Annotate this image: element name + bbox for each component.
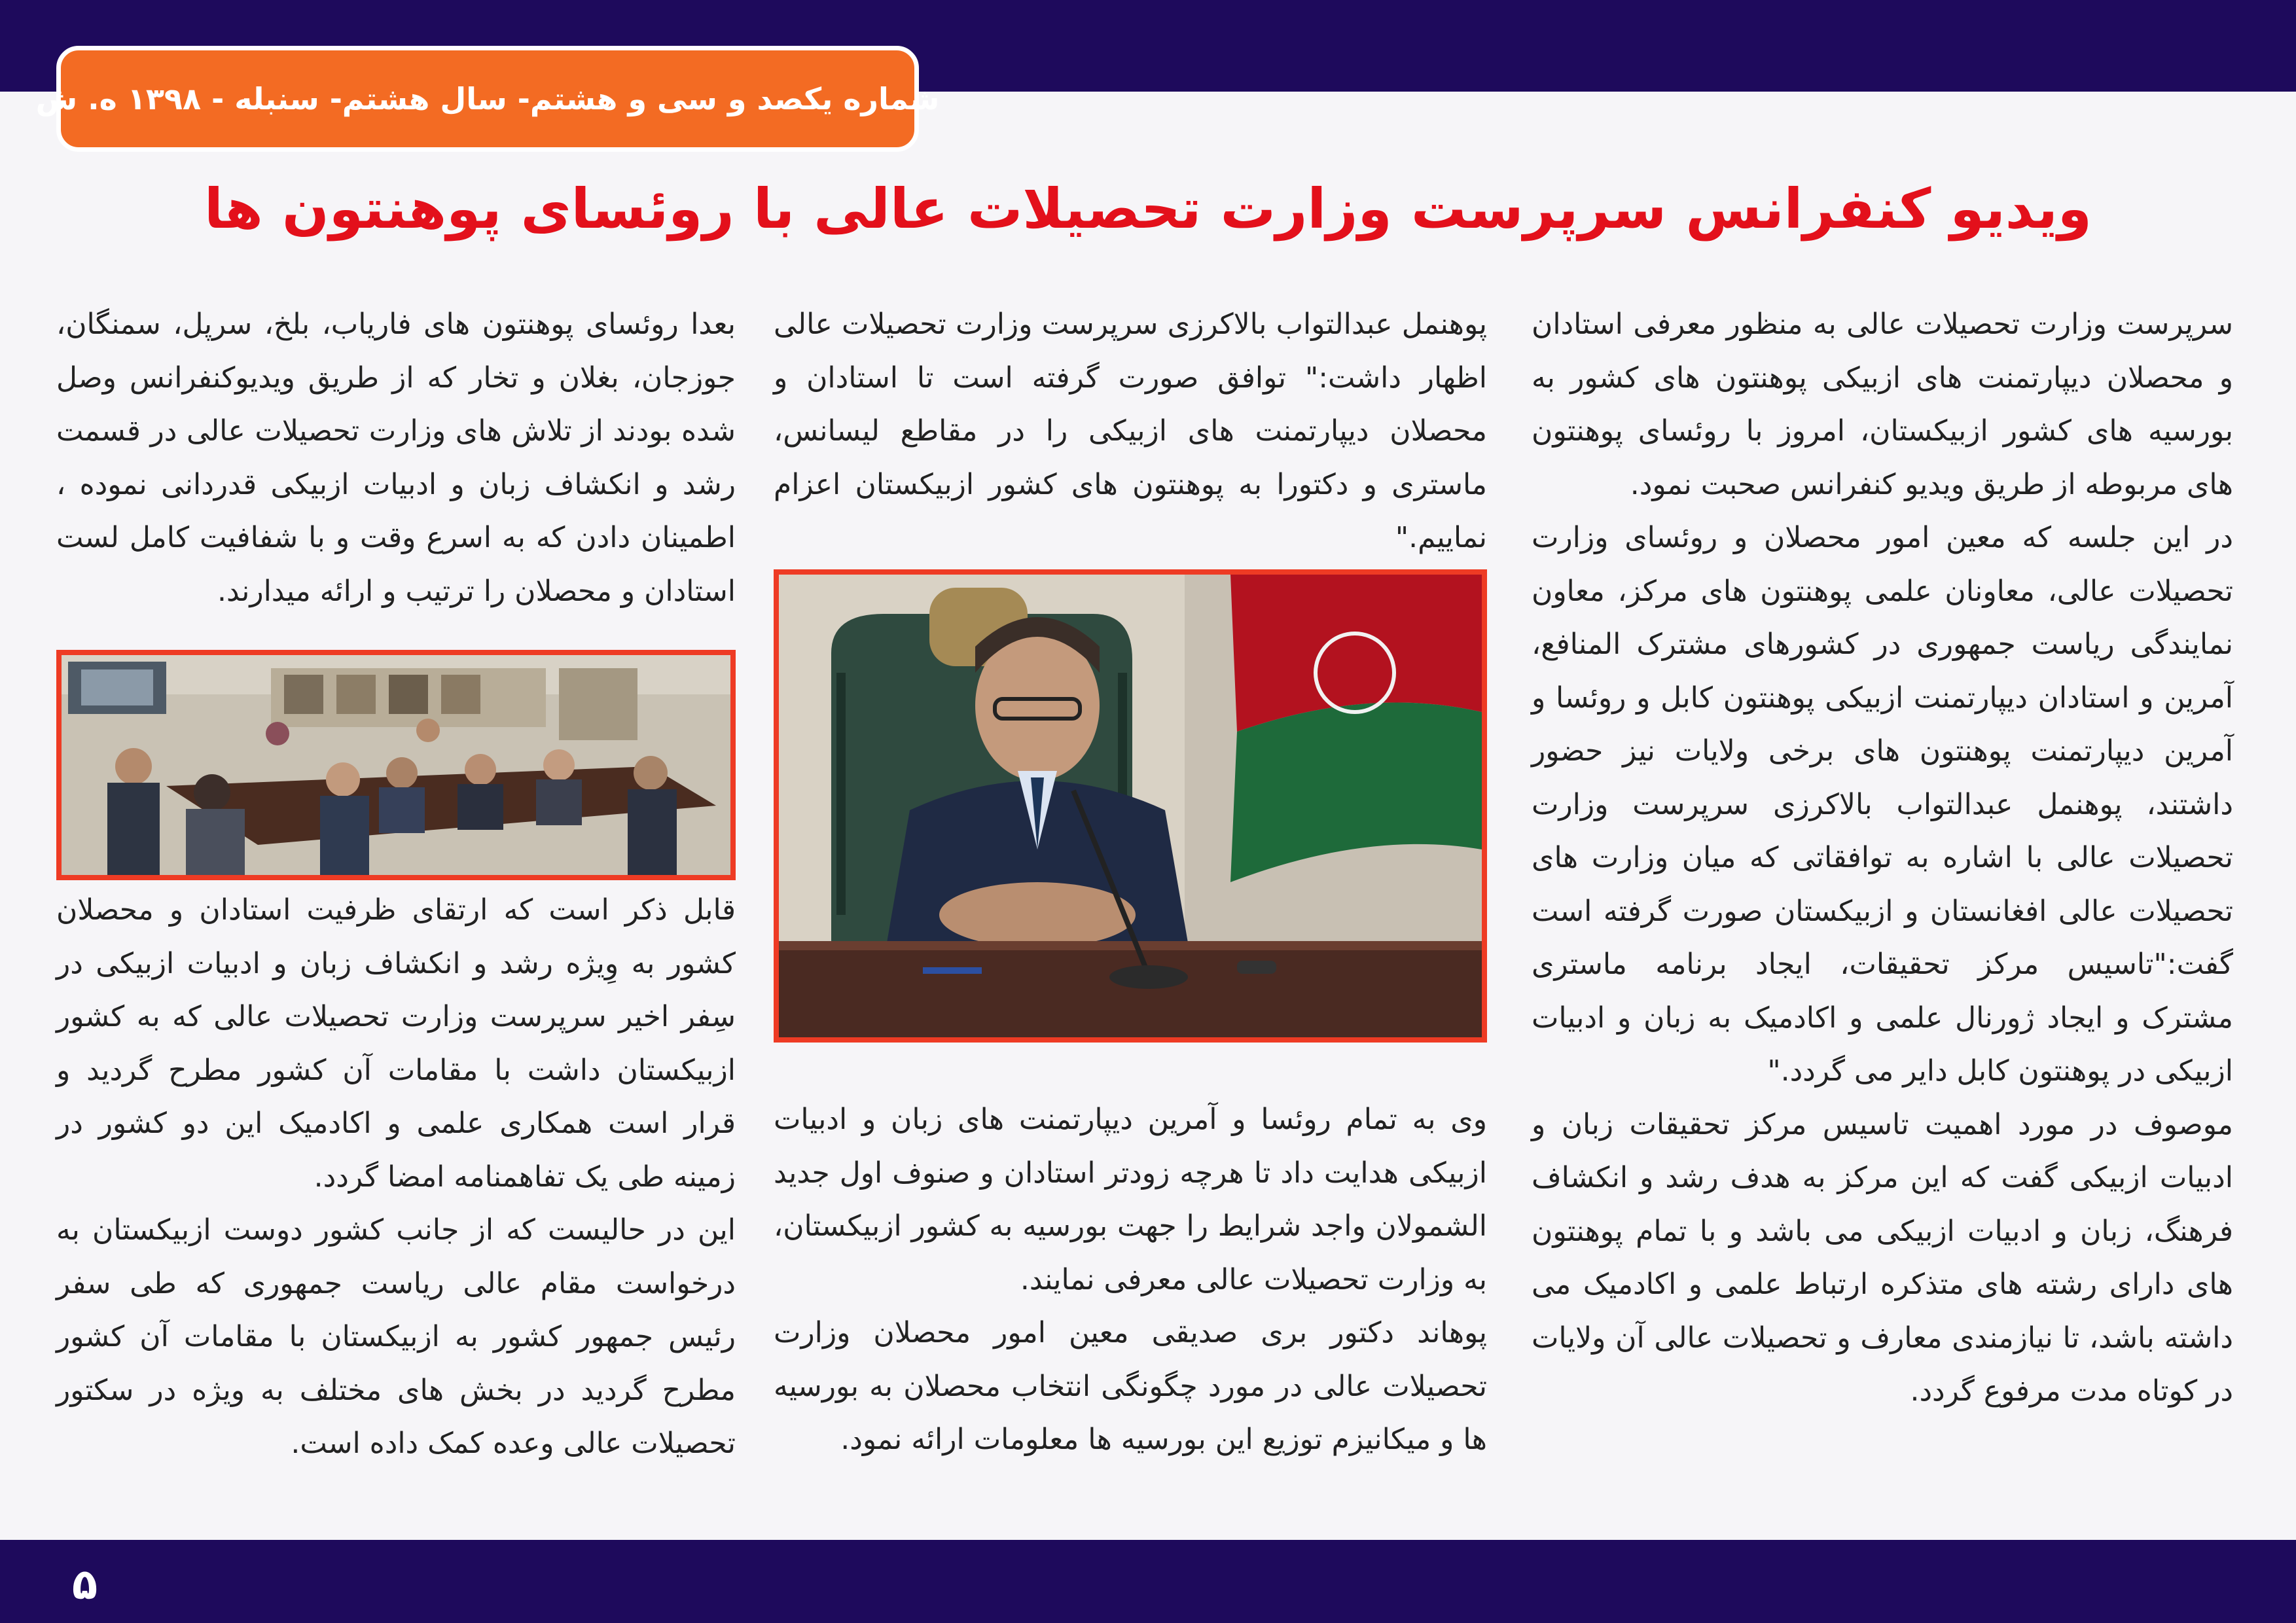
article-column-left	[56, 298, 736, 618]
paragraph: وی به تمام روئسا و آمرین دیپارتمنت های زبان و ادبیات ازبیکی هدایت داد تا هرچه زودتر استادان و صنوف اول جدید الشمولان واجد شرایط را جهت بورسیه به کشور ازبیکستان، به وزارت تحصیلات عالی معرفی نمایند.	[774, 1103, 1487, 1296]
minister-photo	[774, 569, 1487, 1043]
article-column-right	[1532, 298, 2233, 1418]
paragraph: سرپرست وزارت تحصیلات عالی به منظور معرفی استادان و محصلان دیپارتمنت های ازبیکی پوهنتون های کشور به بورسیه های کشور ازبیکستان، امروز با روئسای پوهنتون های مربوطه از طریق ویدیو کنفرانس صحبت نمود.	[1532, 308, 2233, 501]
footer-band	[0, 1540, 2296, 1623]
paragraph: قابل ذکر است که ارتقای ظرفیت استادان و محصلان کشور به وِیژه رشد و انکشاف زبان و ادبیات ازبیکی در سِفر اخیر سرپرست وزارت تحصیلات عالی که به کشور ازبیکستان داشت با مقامات آن کشور مطرح گردید و قرار است همکاری علمی و اکادمیک این دو کشور در زمینه طی یک تفاهمنامه امضا گردد.	[56, 893, 736, 1194]
article-title: ویدیو کنفرانس سرپرست وزارت تحصیلات عالی با روئسای پوهنتون ها	[204, 177, 2092, 241]
issue-tab	[35, 46, 940, 152]
paragraph: این در حالیست که از جانب کشور دوست ازبیکستان به درخواست مقام عالی ریاست جمهوری که طی سفر رئیس جمهور کشور به ازبیکستان با مقامات آن کشور مطرح گردید در بخش های مختلف به ویژه در سکتور تحصیلات عالی وعده کمک داده است.	[56, 1213, 736, 1460]
paragraph: بعدا روئسای پوهنتون های فاریاب، بلخ، سرپل، سمنگان، جوزجان، بغلان و تخار که از طریق ویدیوکنفرانس وصل شده بودند از تلاش های وزارت تحصیلات عالی در قسمت رشد و انکشاف زبان و ادبیات ازبیکی قدردانی نموده ، اطمینان دادن که به اسرع وقت و با شفافیت کامل لست استادان و محصلان را ترتیب و ارائه میدارند.	[56, 308, 736, 608]
article-column-middle	[774, 298, 1487, 565]
paragraph: پوهنمل عبدالتواب بالاکرزی سرپرست وزارت تحصیلات عالی اظهار داشت:" توافق صورت گرفته است تا استادان و محصلان دیپارتمنت های ازبیکی را در مقاطع لیسانس، ماستری و دکتورا به پوهنتون های کشور ازبیکستان اعزام نماییم."	[774, 308, 1487, 554]
issue-line: شماره یکصد و سی و هشتم- سال هشتم- سنبله - ۱۳۹۸ ه. ش	[35, 81, 940, 116]
paragraph: موصوف در مورد اهمیت تاسیس مرکز تحقیقات زبان و ادبیات ازبیکی گفت که این مرکز به هدف رشد و انکشاف فرهنگ، زبان و ادبیات ازبیکی می باشد و با تمام پوهنتون های دارای رشته های متذکره ارتباط علمی و اکادمیک می داشته باشد، تا نیازمندی معارف و تحصیلات عالی آن ولایات در کوتاه مدت مرفوع گردد.	[1532, 1107, 2233, 1408]
meeting-photo	[56, 650, 736, 880]
paragraph: پوهاند دکتور بری صدیقی معین امور محصلان وزارت تحصیلات عالی در مورد چگونگی انتخاب محصلان به بورسیه ها و میکانیزم توزیع این بورسیه ها معلومات ارائه نمود.	[774, 1316, 1487, 1456]
page-number: ۵	[72, 1561, 98, 1609]
paragraph: در این جلسه که معین امور محصلان و روئسای وزارت تحصیلات عالی، معاونان علمی پوهنتون های مرکز، معاون نمایندگی ریاست جمهوری در کشورهای مشترک المنافع، آمرین و استادان دیپارتمنت ازبیکی پوهنتون کابل و روئسا و آمرین دیپارتمنت پوهنتون های برخی ولایات نیز حضور داشتند، پوهنمل عبدالتواب بالاکرزی سرپرست وزارت تحصیلات عالی با اشاره به توافقاتی که میان وزارت های تحصیلات عالی افغانستان و ازبیکستان صورت گرفته است گفت:"تاسیس مرکز تحقیقات، ایجاد برنامه ماستری مشترک و ایجاد ژورنال علمی و اکادمیک به زبان و ادبیات ازبیکی در پوهنتون کابل دایر می گردد."	[1532, 521, 2233, 1088]
article-column-left-lower	[56, 883, 736, 1471]
article-column-middle-lower	[774, 1093, 1487, 1467]
